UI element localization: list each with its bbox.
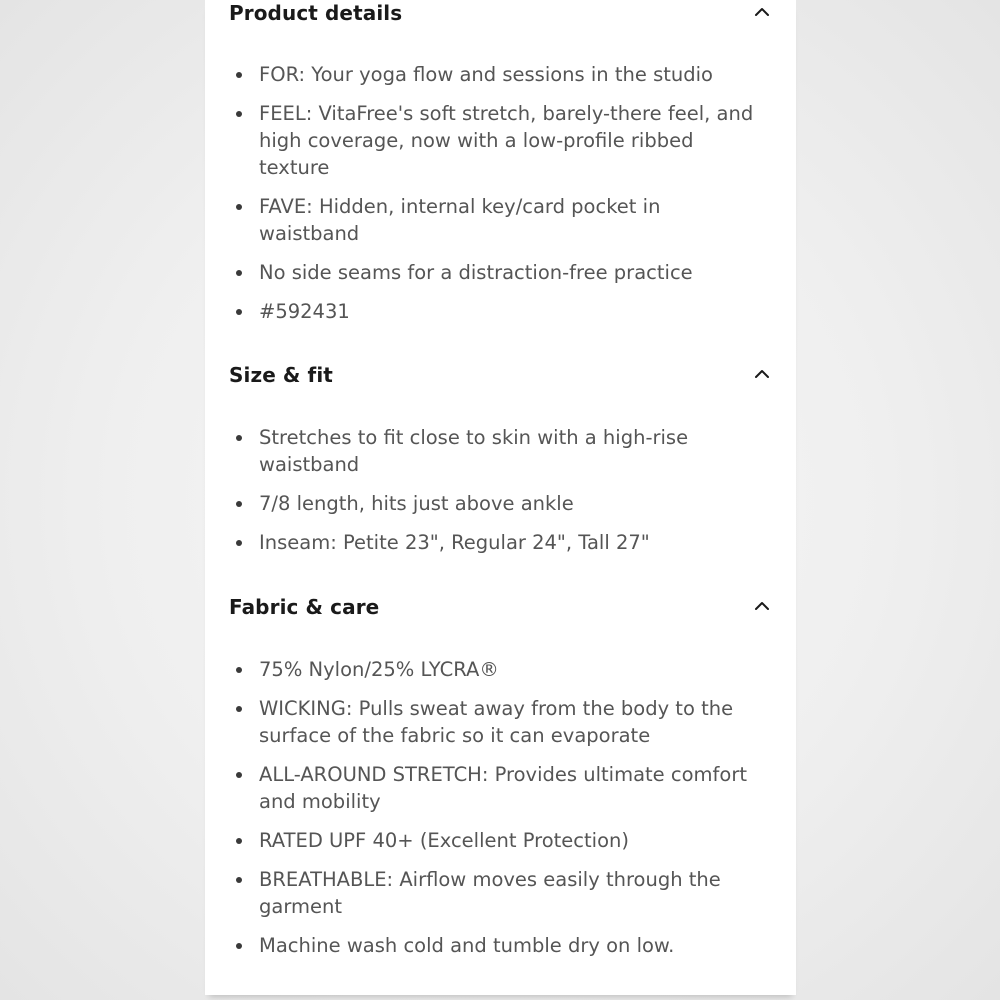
list-item	[229, 490, 759, 517]
list-item-text: RATED UPF 40+ (Excellent Protection)	[259, 829, 629, 852]
bullet-icon	[236, 270, 242, 276]
list-item	[229, 259, 759, 286]
section-title: Size & fit	[229, 363, 333, 387]
list-item-text: FAVE: Hidden, internal key/card pocket in waistband	[259, 195, 661, 245]
list-item-text: 75% Nylon/25% LYCRA®	[259, 658, 499, 681]
product-details-header[interactable]	[229, 0, 772, 30]
list-item	[229, 827, 759, 854]
bullet-icon	[236, 111, 242, 117]
list-item	[229, 761, 759, 815]
list-item	[229, 695, 759, 749]
list-item-text: BREATHABLE: Airflow moves easily through the garment	[259, 868, 721, 918]
bullet-icon	[236, 309, 242, 315]
chevron-up-icon[interactable]	[752, 596, 772, 616]
bullet-icon	[236, 540, 242, 546]
list-item	[229, 424, 759, 478]
bullet-icon	[236, 72, 242, 78]
bullet-icon	[236, 501, 242, 507]
fabric-care-header[interactable]	[229, 594, 772, 624]
list-item-text: FOR: Your yoga flow and sessions in the studio	[259, 63, 713, 86]
size-fit-list	[229, 424, 759, 568]
list-item-text: Inseam: Petite 23", Regular 24", Tall 27"	[259, 531, 650, 554]
product-info-panel	[205, 0, 796, 995]
list-item-text: 7/8 length, hits just above ankle	[259, 492, 574, 515]
list-item-text: ALL-AROUND STRETCH: Provides ultimate comfort and mobility	[259, 763, 747, 813]
list-item	[229, 298, 759, 325]
list-item-text: Stretches to fit close to skin with a high-rise waistband	[259, 426, 689, 476]
list-item-text: Machine wash cold and tumble dry on low.	[259, 934, 675, 957]
list-item	[229, 193, 759, 247]
section-title: Product details	[229, 1, 403, 25]
section-title: Fabric & care	[229, 595, 380, 619]
list-item-text: No side seams for a distraction-free practice	[259, 261, 693, 284]
bullet-icon	[236, 435, 242, 441]
list-item	[229, 656, 759, 683]
bullet-icon	[236, 838, 242, 844]
product-details-list	[229, 61, 759, 337]
list-item	[229, 932, 759, 959]
bullet-icon	[236, 667, 242, 673]
bullet-icon	[236, 877, 242, 883]
bullet-icon	[236, 706, 242, 712]
list-item-text: WICKING: Pulls sweat away from the body to the surface of the fabric so it can evaporate	[259, 697, 734, 747]
chevron-up-icon[interactable]	[752, 2, 772, 22]
list-item	[229, 100, 759, 181]
fabric-care-list	[229, 656, 759, 971]
list-item-text: #592431	[259, 300, 350, 323]
list-item	[229, 529, 759, 556]
list-item-text: FEEL: VitaFree's soft stretch, barely-there feel, and high coverage, now with a low-profile ribbed texture	[259, 102, 754, 179]
bullet-icon	[236, 772, 242, 778]
size-fit-header[interactable]	[229, 362, 772, 392]
chevron-up-icon[interactable]	[752, 364, 772, 384]
list-item	[229, 866, 759, 920]
bullet-icon	[236, 943, 242, 949]
list-item	[229, 61, 759, 88]
bullet-icon	[236, 204, 242, 210]
